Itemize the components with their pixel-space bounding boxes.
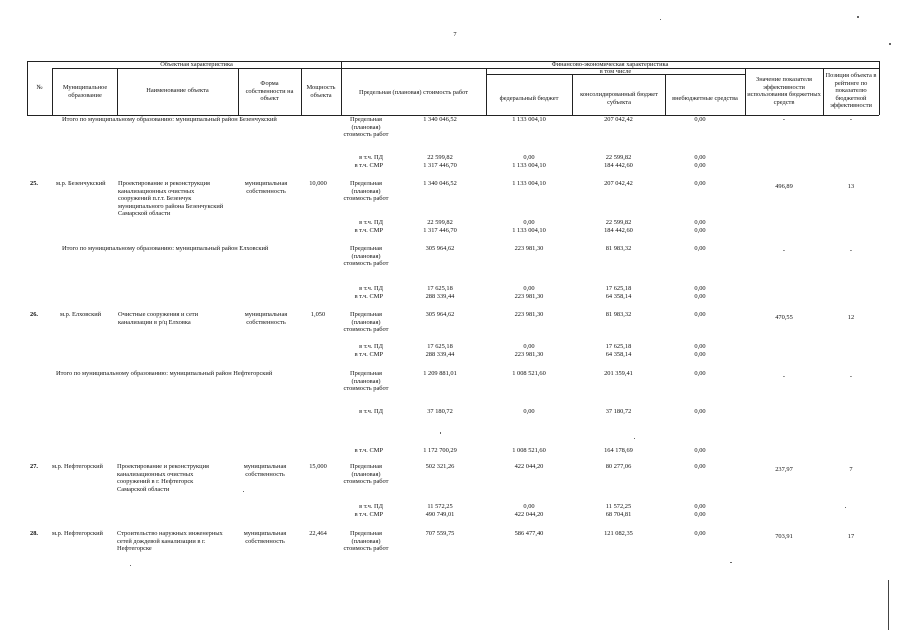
smr-extra: 0,00 <box>694 511 706 518</box>
consolidated-value: 80 277,06 <box>605 463 632 470</box>
total-value: 305 964,62 <box>425 245 455 252</box>
total-value: 1 340 046,52 <box>423 180 457 187</box>
pd-federal: 0,00 <box>523 285 535 292</box>
federal-value: 223 981,30 <box>514 311 544 318</box>
pd-consolidated: 17 625,18 <box>605 285 632 292</box>
smr-value: 1 317 446,70 <box>423 162 457 169</box>
row-title: Итого по муниципальному образованию: муниципальный район Безенчукский <box>62 116 277 123</box>
limit-cost-label: Предельная (плановая) стоимость работ <box>343 311 389 334</box>
position-value: 7 <box>849 466 853 473</box>
scan-speck <box>660 19 661 20</box>
col-object-name-header: Наименование объекта <box>146 87 209 94</box>
position-value: - <box>849 247 853 254</box>
federal-value: 1 133 004,10 <box>512 116 546 123</box>
ownership: муниципальная собственность <box>243 530 287 545</box>
smr-federal: 1 133 004,10 <box>512 162 546 169</box>
smr-label: в т.ч. СМР <box>354 293 383 300</box>
efficiency-value: - <box>782 373 786 380</box>
ownership: муниципальная собственность <box>243 463 287 478</box>
extra-value: 0,00 <box>694 116 706 123</box>
pd-extra: 0,00 <box>694 154 706 161</box>
group-finance-header: Финансово-экономическая характеристика <box>551 61 669 68</box>
pd-consolidated: 22 599,82 <box>605 154 632 161</box>
scan-speck <box>243 491 244 492</box>
group-object-header: Объектная характеристика <box>160 61 233 68</box>
limit-cost-label: Предельная (плановая) стоимость работ <box>343 530 389 553</box>
scan-speck <box>730 562 732 563</box>
smr-label: в т.ч. СМР <box>354 227 383 234</box>
consolidated-value: 201 359,41 <box>604 370 633 377</box>
smr-consolidated: 64 358,14 <box>605 351 632 358</box>
total-value: 502 321,26 <box>425 463 455 470</box>
smr-consolidated: 184 442,60 <box>604 227 633 234</box>
efficiency-value: 237,97 <box>775 466 793 473</box>
municipality: м.р. Безенчукский <box>56 180 106 187</box>
smr-label: в т.ч. СМР <box>354 447 383 454</box>
pd-value: 11 572,25 <box>427 503 453 510</box>
limit-cost-label: Предельная (плановая) стоимость работ <box>343 245 389 268</box>
limit-cost-label: Предельная (плановая) стоимость работ <box>343 116 389 139</box>
smr-federal: 223 981,30 <box>514 351 544 358</box>
smr-value: 1 172 700,29 <box>423 447 457 454</box>
extra-value: 0,00 <box>694 245 706 252</box>
scan-speck <box>440 432 441 434</box>
row-number: 28. <box>30 530 38 537</box>
efficiency-value: - <box>782 116 786 123</box>
limit-cost-label: Предельная (плановая) стоимость работ <box>343 463 389 486</box>
municipality: м.р. Нефтегорский <box>52 463 103 470</box>
page-number: 7 <box>453 31 457 38</box>
pd-label: в т.ч. ПД <box>359 219 383 226</box>
pd-label: в т.ч. ПД <box>359 285 383 292</box>
smr-value: 288 339,44 <box>425 351 455 358</box>
ownership: муниципальная собственность <box>244 311 288 326</box>
pd-label: в т.ч. ПД <box>359 154 383 161</box>
pd-value: 17 625,18 <box>427 343 453 350</box>
smr-consolidated: 164 178,69 <box>604 447 633 454</box>
efficiency-value: 703,91 <box>775 533 793 540</box>
incl-header: в том числе <box>599 68 632 75</box>
efficiency-value: 470,55 <box>775 314 793 321</box>
smr-label: в т.ч. СМР <box>354 511 383 518</box>
smr-federal: 1 008 521,60 <box>512 447 546 454</box>
smr-value: 288 339,44 <box>425 293 455 300</box>
pd-federal: 0,00 <box>523 503 535 510</box>
col-position-header: Позиция объекта в рейтинге по показателю бюджетной эффективности <box>825 72 877 110</box>
municipality: м.р. Нефтегорский <box>52 530 103 537</box>
object-name: Проектирование и реконструкция канализационных очистных сооружений в г. Нефтегорск Самарской области <box>117 463 209 493</box>
capacity: 10,000 <box>309 180 327 187</box>
pd-extra: 0,00 <box>694 343 706 350</box>
smr-extra: 0,00 <box>694 351 706 358</box>
col-ownership-header: Форма собственности на объект <box>245 80 294 103</box>
smr-federal: 1 133 004,10 <box>512 227 546 234</box>
total-value: 707 559,75 <box>425 530 455 537</box>
scan-speck <box>130 565 131 566</box>
pd-value: 22 599,82 <box>427 154 453 161</box>
position-value: 13 <box>847 183 855 190</box>
row-title: Итого по муниципальному образованию: муниципальный район Нефтегорский <box>56 370 273 377</box>
consolidated-value: 207 042,42 <box>604 116 633 123</box>
smr-label: в т.ч. СМР <box>354 162 383 169</box>
pd-value: 22 599,82 <box>427 219 453 226</box>
pd-extra: 0,00 <box>694 503 706 510</box>
pd-federal: 0,00 <box>523 154 535 161</box>
pd-federal: 0,00 <box>523 343 535 350</box>
pd-federal: 0,00 <box>523 408 535 415</box>
pd-consolidated: 11 572,25 <box>605 503 632 510</box>
col-municipality-header: Муниципальное образование <box>62 84 108 99</box>
smr-consolidated: 68 704,81 <box>605 511 632 518</box>
smr-extra: 0,00 <box>694 162 706 169</box>
extra-value: 0,00 <box>694 311 706 318</box>
pd-label: в т.ч. ПД <box>359 343 383 350</box>
position-value: - <box>849 373 853 380</box>
limit-cost-label: Предельная (плановая) стоимость работ <box>343 180 389 203</box>
position-value: 12 <box>847 314 855 321</box>
position-value: 17 <box>847 533 855 540</box>
col-capacity-header: Мощность объекта <box>306 84 336 99</box>
capacity: 1,050 <box>310 311 326 318</box>
position-value: - <box>849 116 853 123</box>
row-title: Итого по муниципальному образованию: муниципальный район Елховский <box>62 245 269 252</box>
object-name: Строительство наружных инженерных сетей дождевой канализации в г. Нефтегорске <box>117 530 223 553</box>
pd-value: 17 625,18 <box>427 285 453 292</box>
municipality: м.р. Елховский <box>60 311 102 318</box>
limit-cost-label: Предельная (плановая) стоимость работ <box>343 370 389 393</box>
capacity: 22,464 <box>309 530 327 537</box>
row-number: 26. <box>30 311 38 318</box>
smr-value: 1 317 446,70 <box>423 227 457 234</box>
pd-consolidated: 22 599,82 <box>605 219 632 226</box>
col-no-header: № <box>36 84 43 91</box>
scan-speck <box>889 43 891 45</box>
col-extrabudget-header: внебюджетные средства <box>672 95 738 102</box>
total-value: 305 964,62 <box>425 311 455 318</box>
scan-speck <box>845 507 846 508</box>
extra-value: 0,00 <box>694 180 706 187</box>
pd-extra: 0,00 <box>694 219 706 226</box>
extra-value: 0,00 <box>694 463 706 470</box>
efficiency-value: - <box>782 247 786 254</box>
consolidated-value: 81 983,32 <box>605 311 632 318</box>
pd-consolidated: 17 625,18 <box>605 343 632 350</box>
consolidated-value: 81 983,32 <box>605 245 632 252</box>
col-limit-cost-header: Предельная (плановая) стоимость работ <box>358 89 469 96</box>
pd-label: в т.ч. ПД <box>359 503 383 510</box>
ownership: муниципальная собственность <box>244 180 288 195</box>
scan-speck <box>857 16 859 18</box>
smr-extra: 0,00 <box>694 447 706 454</box>
smr-consolidated: 64 358,14 <box>605 293 632 300</box>
federal-value: 1 133 004,10 <box>512 180 546 187</box>
federal-value: 223 981,30 <box>514 245 544 252</box>
efficiency-value: 496,89 <box>775 183 793 190</box>
federal-value: 586 477,40 <box>514 530 544 537</box>
consolidated-value: 207 042,42 <box>604 180 633 187</box>
pd-extra: 0,00 <box>694 408 706 415</box>
smr-label: в т.ч. СМР <box>354 351 383 358</box>
row-number: 27. <box>30 463 38 470</box>
pd-consolidated: 37 180,72 <box>605 408 632 415</box>
smr-value: 490 749,01 <box>425 511 455 518</box>
pd-value: 37 180,72 <box>427 408 453 415</box>
federal-value: 1 008 521,60 <box>512 370 546 377</box>
pd-label: в т.ч. ПД <box>359 408 383 415</box>
smr-extra: 0,00 <box>694 227 706 234</box>
row-number: 25. <box>30 180 38 187</box>
federal-value: 422 044,20 <box>514 463 544 470</box>
smr-federal: 223 981,30 <box>514 293 544 300</box>
col-consolidated-header: консолидированный бюджет субъекта <box>580 91 658 106</box>
pd-extra: 0,00 <box>694 285 706 292</box>
extra-value: 0,00 <box>694 530 706 537</box>
scan-speck <box>634 438 635 439</box>
col-federal-header: федеральный бюджет <box>499 95 559 102</box>
total-value: 1 340 046,52 <box>423 116 457 123</box>
smr-consolidated: 184 442,60 <box>604 162 633 169</box>
smr-federal: 422 044,20 <box>514 511 544 518</box>
smr-extra: 0,00 <box>694 293 706 300</box>
consolidated-value: 121 082,35 <box>604 530 633 537</box>
pd-federal: 0,00 <box>523 219 535 226</box>
object-name: Очистные сооружения и сети канализации в р/ц Елховка <box>118 311 199 326</box>
extra-value: 0,00 <box>694 370 706 377</box>
capacity: 15,000 <box>309 463 327 470</box>
col-efficiency-header: Значение показателя эффективности использования бюджетных средств <box>747 76 821 106</box>
total-value: 1 209 881,01 <box>423 370 457 377</box>
object-name: Проектирование и реконструкция канализационных очистных сооружений п.г.т. Безенчук муниципального района Безенчукский Самарской области <box>118 180 224 218</box>
scan-edge-line <box>888 580 889 630</box>
